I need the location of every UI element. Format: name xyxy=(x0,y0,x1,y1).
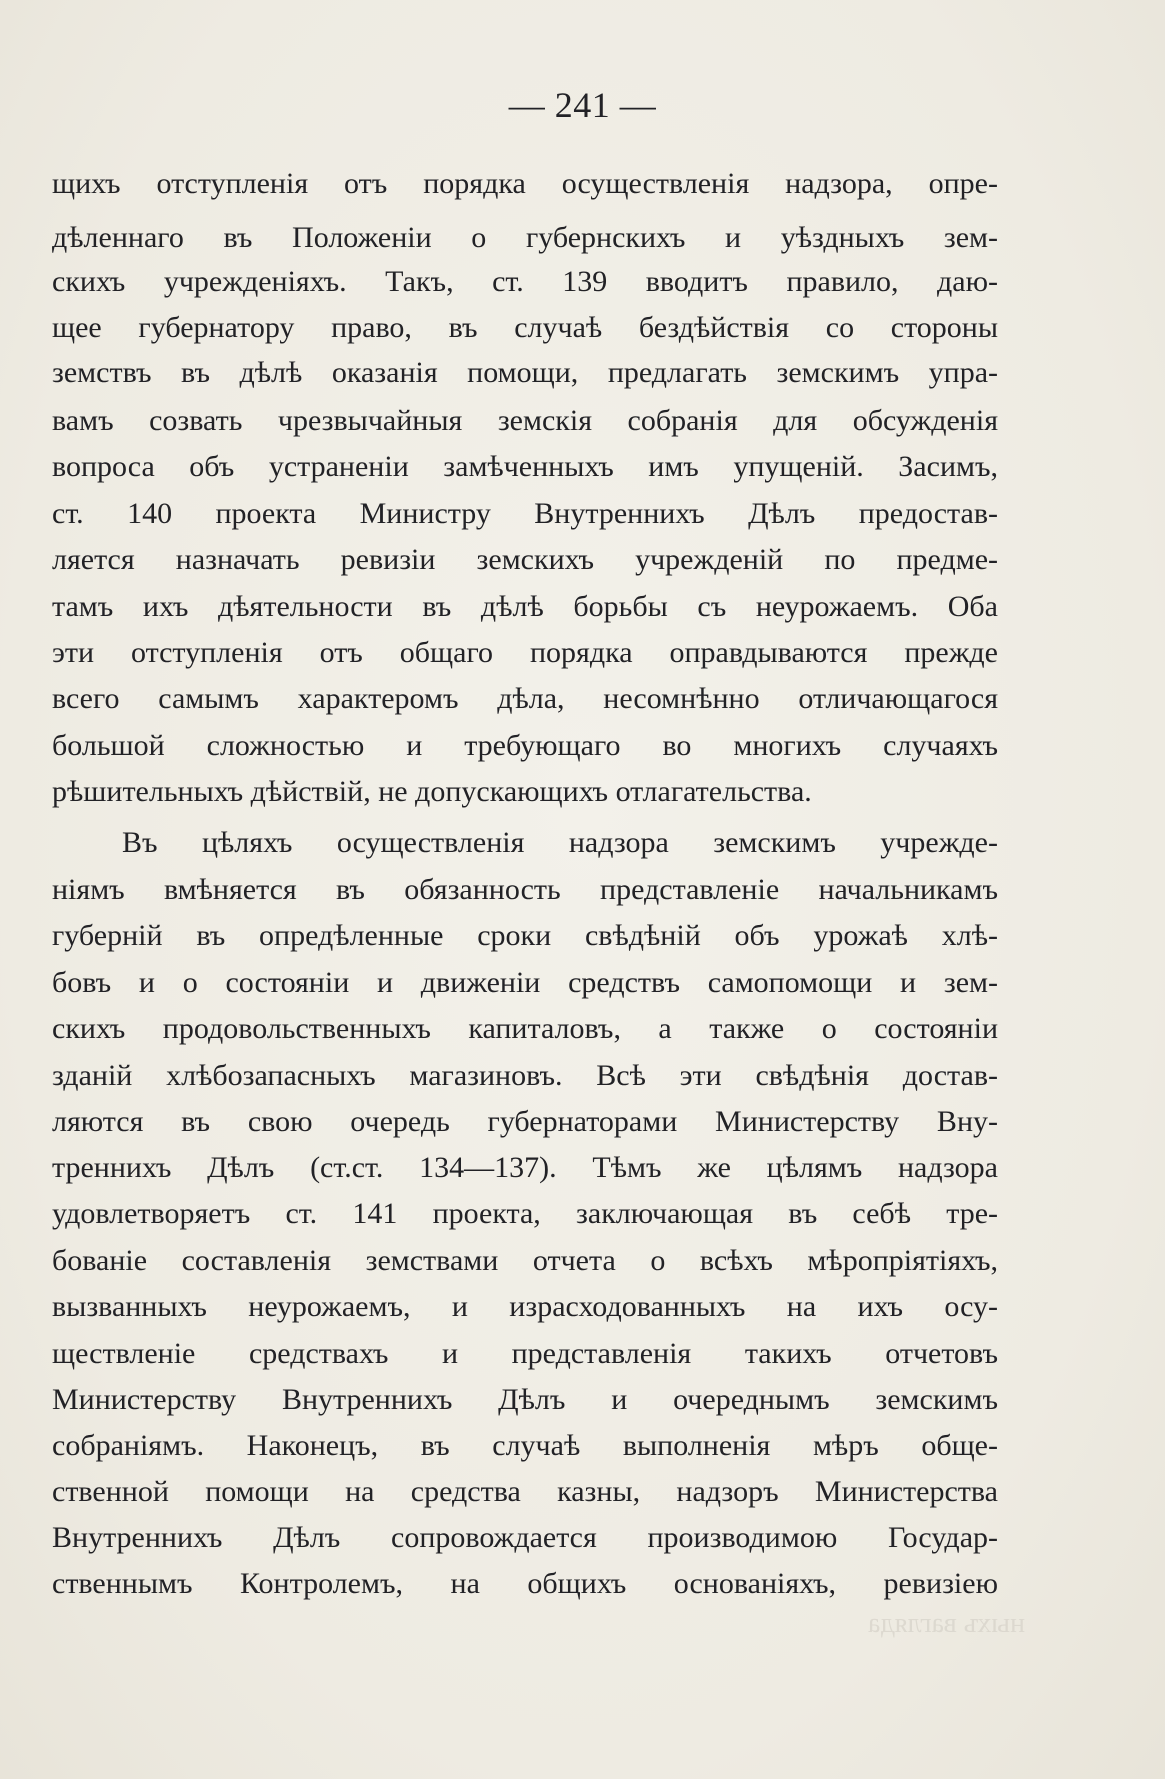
text-line: губерній въ опредѣленные сроки свѣдѣній объ урожаѣ хлѣ- xyxy=(52,919,998,952)
text-line: ляется назначать ревизіи земскихъ учрежденій по предме- xyxy=(52,543,998,576)
text-line: собраніямъ. Наконецъ, въ случаѣ выполненія мѣръ обще- xyxy=(52,1429,998,1462)
text-line: вамъ созвать чрезвычайныя земскія собранія для обсужденія xyxy=(52,404,998,437)
text-line: тамъ ихъ дѣятельности въ дѣлѣ борьбы съ неурожаемъ. Оба xyxy=(52,590,998,623)
text-line: ществленіе средствахъ и представленія такихъ отчетовъ xyxy=(52,1337,998,1370)
text-line-paragraph-start: Въ цѣляхъ осуществленія надзора земскимъ учрежде- xyxy=(122,826,998,859)
text-line: ственной помощи на средства казны, надзоръ Министерства xyxy=(52,1475,998,1508)
page-number: — 241 — xyxy=(508,85,657,125)
text-line: дѣленнаго въ Положеніи о губернскихъ и уѣздныхъ зем- xyxy=(52,221,998,254)
text-line: земствъ въ дѣлѣ оказанія помощи, предлагать земскимъ упра- xyxy=(52,356,998,389)
text-line: ляются въ свою очередь губернаторами Министерству Вну- xyxy=(52,1105,998,1138)
text-line: всего самымъ характеромъ дѣла, несомнѣнно отличающагося xyxy=(52,682,998,715)
text-line: бовъ и о состояніи и движеніи средствъ самопомощи и зем- xyxy=(52,966,998,999)
text-line: эти отступленія отъ общаго порядка оправдываются прежде xyxy=(52,636,998,669)
text-line: бованіе составленія земствами отчета о всѣхъ мѣропріятіяхъ, xyxy=(52,1244,998,1277)
text-line: ніямъ вмѣняется въ обязанность представленіе начальникамъ xyxy=(52,873,998,906)
text-line: удовлетворяетъ ст. 141 проекта, заключающая въ себѣ тре- xyxy=(52,1197,998,1230)
text-line: ственнымъ Контролемъ, на общихъ основаніяхъ, ревизіею xyxy=(52,1567,998,1600)
text-line-paragraph-end: рѣшительныхъ дѣйствій, не допускающихъ отлагательства. xyxy=(52,775,812,808)
text-line: скихъ продовольственныхъ капиталовъ, а также о состояніи xyxy=(52,1012,998,1045)
text-line: щее губернатору право, въ случаѣ бездѣйствія со стороны xyxy=(52,311,998,344)
text-line: вопроса объ устраненіи замѣченныхъ имъ упущеній. Засимъ, xyxy=(52,450,998,483)
bleed-through-text: ныхъ вагляда xyxy=(867,1608,1025,1639)
text-line: ст. 140 проекта Министру Внутреннихъ Дѣлъ предостав- xyxy=(52,497,998,530)
text-line: вызванныхъ неурожаемъ, и израсходованныхъ на ихъ осу- xyxy=(52,1290,998,1323)
text-line: треннихъ Дѣлъ (ст.ст. 134—137). Тѣмъ же цѣлямъ надзора xyxy=(52,1151,998,1184)
text-line: большой сложностью и требующаго во многихъ случаяхъ xyxy=(52,729,998,762)
text-line: щихъ отступленія отъ порядка осуществленія надзора, опре- xyxy=(52,167,998,200)
text-line: скихъ учрежденіяхъ. Такъ, ст. 139 вводитъ правило, даю- xyxy=(52,265,998,298)
text-line: зданій хлѣбозапасныхъ магазиновъ. Всѣ эти свѣдѣнія достав- xyxy=(52,1059,998,1092)
text-line: Министерству Внутреннихъ Дѣлъ и очереднымъ земскимъ xyxy=(52,1383,998,1416)
text-line: Внутреннихъ Дѣлъ сопровождается производимою Государ- xyxy=(52,1521,998,1554)
